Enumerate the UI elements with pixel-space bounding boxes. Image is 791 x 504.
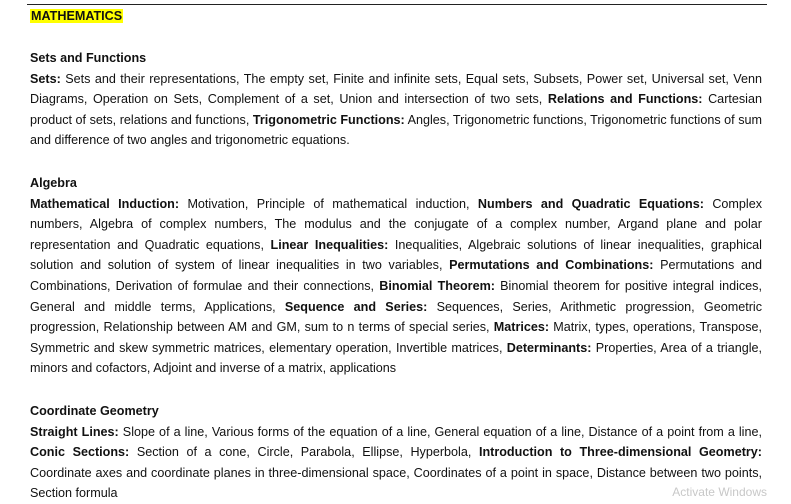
document bbox=[30, 6, 762, 504]
section-body bbox=[30, 422, 762, 504]
term-text: Slope of a line, Various forms of the equation of a line, General equation of a line, Distance of a point from a line, bbox=[118, 424, 762, 439]
term-text: Cartesian product of sets, relations and functions, bbox=[30, 92, 762, 127]
term-text: Sequences, Series, Arithmetic progression, Geometric progression, Relationship between AM and GM, sum to n terms of special series, bbox=[30, 299, 762, 335]
term-text: Coordinate axes and coordinate planes in three-dimensional space, Coordinates of a point in space, Distance between two points, Section formula bbox=[30, 465, 762, 501]
term-text: Binomial theorem for positive integral indices, General and middle terms, Applications, bbox=[30, 278, 762, 314]
term-text: Section of a cone, Circle, Parabola, Ellipse, Hyperbola, bbox=[129, 445, 479, 460]
term-text: Motivation, Principle of mathematical induction, bbox=[179, 196, 478, 211]
term: Matrices: bbox=[493, 320, 550, 335]
section-title: Sets and Functions bbox=[30, 51, 147, 65]
term: Sets: bbox=[30, 71, 61, 86]
term: Linear Inequalities: bbox=[270, 237, 389, 252]
term: Binomial Theorem: bbox=[379, 278, 495, 293]
term-text: Sets and their representations, The empty set, Finite and infinite sets, Equal sets, Subsets, Power set, Universal set, Venn Diagrams, Operation on Sets, Complement of a set, Union and intersection of two sets, bbox=[30, 71, 762, 107]
section-algebra bbox=[30, 173, 762, 379]
section-sets-and-functions bbox=[30, 48, 762, 151]
term: Numbers and Quadratic Equations: bbox=[477, 196, 704, 211]
term: Determinants: bbox=[506, 340, 592, 355]
term-text: Angles, Trigonometric functions, Trigonometric functions of sum and difference of two angles and trigonometric equations. bbox=[30, 112, 762, 148]
term-text: Properties, Area of a triangle, minors and cofactors, Adjoint and inverse of a matrix, applications bbox=[30, 340, 763, 376]
top-rule bbox=[27, 4, 767, 5]
term: Straight Lines: bbox=[30, 424, 119, 439]
heading-wrap bbox=[30, 6, 762, 26]
term: Relations and Functions: bbox=[547, 92, 703, 107]
term-text: Permutations and Combinations, Derivation of formulae and their connections, bbox=[30, 258, 762, 293]
doc-heading: MATHEMATICS bbox=[31, 9, 123, 23]
term: Sequence and Series: bbox=[284, 299, 428, 314]
section-title: Coordinate Geometry bbox=[30, 403, 159, 418]
term: Mathematical Induction: bbox=[30, 196, 180, 211]
section-body bbox=[30, 69, 762, 151]
term: Introduction to Three-dimensional Geometry: bbox=[478, 445, 762, 460]
term-text: Inequalities, Algebraic solutions of linear inequalities, graphical solution and solution of system of linear inequalities in two variables, bbox=[30, 237, 762, 273]
term: Trigonometric Functions: bbox=[252, 112, 405, 127]
term: Conic Sections: bbox=[30, 445, 130, 460]
activation-watermark: Activate Windows bbox=[672, 485, 767, 499]
term: Permutations and Combinations: bbox=[449, 258, 654, 273]
term-text: Complex numbers, Algebra of complex numbers, The modulus and the conjugate of a complex number, Argand plane and polar representation and Quadratic equations, bbox=[30, 196, 763, 252]
section-coordinate-geometry bbox=[30, 401, 762, 504]
term-text: Matrix, types, operations, Transpose, Symmetric and skew symmetric matrices, elementary operation, Invertible matrices, bbox=[30, 320, 762, 355]
section-title: Algebra bbox=[30, 175, 77, 190]
section-body bbox=[30, 194, 762, 379]
